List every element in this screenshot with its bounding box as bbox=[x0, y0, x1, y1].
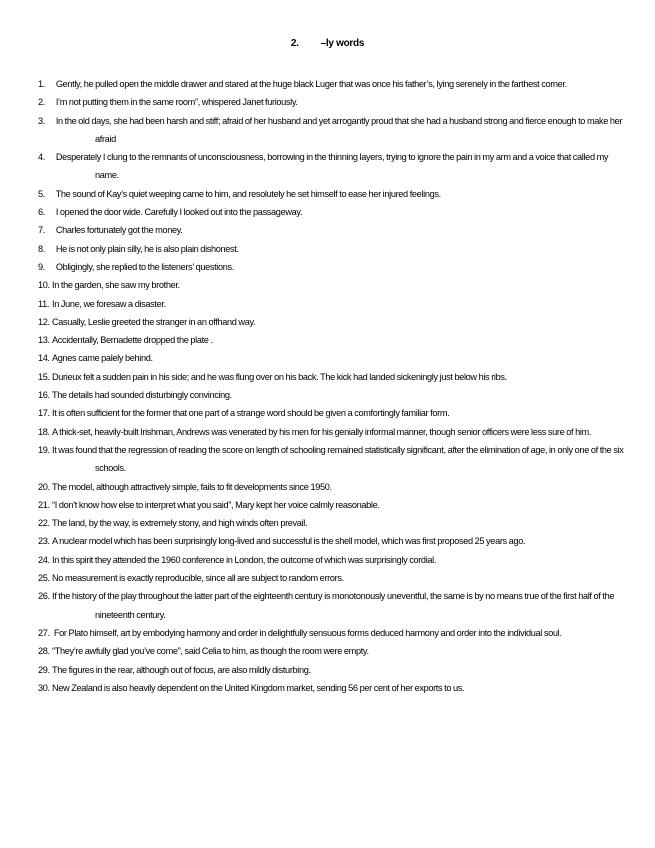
item-number: 2. bbox=[38, 97, 45, 108]
list-item bbox=[38, 423, 630, 441]
item-text: For Plato himself, art by embodying harmony and order in delightfully sensuous forms deduced harmony and order into the individual soul. bbox=[53, 627, 562, 638]
item-number: 5. bbox=[38, 188, 45, 199]
item-text: The model, although attractively simple, fails to fit developments since 1950. bbox=[52, 481, 332, 492]
item-text: In the garden, she saw my brother. bbox=[52, 280, 180, 291]
item-text: No measurement is exactly reproducible, since all are subject to random errors. bbox=[52, 573, 344, 584]
item-number: 17. bbox=[38, 408, 50, 419]
item-text: Casually, Leslie greeted the stranger in an offhand way. bbox=[52, 316, 256, 327]
item-text: Durieux felt a sudden pain in his side; and he was flung over on his back. The kick had landed sickeningly just below his ribs. bbox=[52, 371, 507, 382]
item-text: The figures in the rear, although out of focus, are also mildly disturbing. bbox=[52, 664, 311, 675]
list-item bbox=[38, 276, 630, 294]
item-text: If the history of the play throughout the latter part of the eighteenth century is monotonously uneventful, the same is by no means true of the first half of the nineteenth century. bbox=[52, 591, 615, 620]
list-item bbox=[38, 203, 630, 221]
item-text: The details had sounded disturbingly convincing. bbox=[52, 390, 232, 401]
item-text: In the old days, she had been harsh and stiff; afraid of her husband and yet arrogantly proud that she had a husband strong and fierce enough to make her afraid bbox=[55, 115, 623, 144]
item-number: 16. bbox=[38, 390, 50, 401]
list-item bbox=[38, 404, 630, 422]
list-item bbox=[38, 679, 630, 697]
list-item bbox=[38, 642, 630, 660]
item-number: 13. bbox=[38, 335, 50, 346]
item-text: “I don’t know how else to interpret what you said”, Mary kept her voice calmly reasonable. bbox=[52, 499, 380, 510]
item-text: He is not only plain silly, he is also plain dishonest. bbox=[55, 243, 239, 254]
item-number: 29. bbox=[38, 664, 50, 675]
item-number: 9. bbox=[38, 261, 45, 272]
item-text: Obligingly, she replied to the listeners’ questions. bbox=[55, 261, 234, 272]
item-number: 18. bbox=[38, 426, 50, 437]
item-number: 22. bbox=[38, 518, 50, 529]
list-item bbox=[38, 496, 630, 514]
item-number: 21. bbox=[38, 499, 50, 510]
sentence-list bbox=[38, 75, 630, 697]
list-item bbox=[38, 93, 630, 111]
list-item bbox=[38, 185, 630, 203]
item-text: The sound of Kay’s quiet weeping came to him, and resolutely he set himself to ease her injured feelings. bbox=[55, 188, 441, 199]
item-text: A nuclear model which has been surprisingly long-lived and successful is the shell model, which was first proposed 25 years ago. bbox=[52, 536, 526, 547]
list-item bbox=[38, 587, 630, 624]
item-text: A thick-set, heavily-built Irishman, Andrews was venerated by his men for his genially informal manner, though senior officers were less sure of him. bbox=[52, 426, 592, 437]
list-item bbox=[38, 624, 630, 642]
item-number: 1. bbox=[38, 79, 45, 89]
list-item bbox=[38, 478, 630, 496]
list-item bbox=[38, 569, 630, 587]
item-number: 26. bbox=[38, 591, 50, 602]
list-item bbox=[38, 258, 630, 276]
item-text: It was found that the regression of reading the score on length of schooling remained statistically significant, after the elimination of age, in only one of the six schools. bbox=[52, 444, 624, 474]
item-text: Agnes came palely behind. bbox=[52, 353, 153, 364]
item-number: 24. bbox=[38, 554, 50, 565]
item-text: In June, we foresaw a disaster. bbox=[52, 298, 166, 309]
item-text: In this spirit they attended the 1960 conference in London, the outcome of which was surprisingly cordial. bbox=[52, 554, 437, 565]
item-text: Charles fortunately got the money. bbox=[55, 225, 183, 236]
list-item bbox=[38, 75, 630, 93]
list-item bbox=[38, 368, 630, 386]
list-item bbox=[38, 514, 630, 532]
list-item bbox=[38, 331, 630, 349]
list-item bbox=[38, 441, 630, 478]
list-item bbox=[38, 295, 630, 313]
list-item bbox=[38, 221, 630, 239]
item-number: 27. bbox=[38, 627, 50, 638]
item-text: New Zealand is also heavily dependent on the United Kingdom market, sending 56 per cent of her exports to us. bbox=[52, 682, 465, 693]
item-number: 14. bbox=[38, 353, 50, 364]
list-item bbox=[38, 112, 630, 149]
list-item bbox=[38, 240, 630, 258]
heading-title: –ly words bbox=[320, 38, 365, 49]
list-item bbox=[38, 551, 630, 569]
item-number: 11. bbox=[38, 298, 50, 309]
item-number: 7. bbox=[38, 225, 45, 236]
item-text: Accidentally, Bernadette dropped the plate . bbox=[52, 335, 213, 346]
list-item bbox=[38, 532, 630, 550]
item-number: 6. bbox=[38, 207, 45, 218]
item-text: I opened the door wide. Carefully I looked out into the passageway. bbox=[55, 207, 303, 218]
item-number: 23. bbox=[38, 536, 50, 547]
item-number: 30. bbox=[38, 682, 50, 693]
item-text: I’m not putting them in the same room”, whispered Janet furiously. bbox=[55, 97, 298, 108]
list-item bbox=[38, 313, 630, 331]
item-number: 8. bbox=[38, 243, 45, 254]
item-number: 19. bbox=[38, 444, 50, 455]
item-number: 10. bbox=[38, 280, 50, 291]
item-number: 3. bbox=[38, 115, 45, 126]
item-number: 15. bbox=[38, 371, 50, 382]
item-number: 20. bbox=[38, 481, 50, 492]
item-number: 28. bbox=[38, 646, 50, 657]
list-item bbox=[38, 661, 630, 679]
item-text: It is often sufficient for the former that one part of a strange word should be given a comfortingly familiar form. bbox=[52, 408, 450, 419]
heading-number: 2. bbox=[290, 38, 299, 49]
item-number: 12. bbox=[38, 316, 50, 327]
list-item bbox=[38, 148, 630, 185]
list-item bbox=[38, 386, 630, 404]
item-text: The land, by the way, is extremely stony, and high winds often prevail. bbox=[52, 518, 308, 529]
item-number: 25. bbox=[38, 573, 50, 584]
page-heading bbox=[0, 38, 655, 49]
item-text: “They’re awfully glad you’ve come”, said Celia to him, as though the room were empty. bbox=[52, 646, 369, 657]
item-number: 4. bbox=[38, 152, 45, 163]
item-text: Gently, he pulled open the middle drawer and stared at the huge black Luger that was once his father’s, lying serenely in the farthest corner. bbox=[55, 79, 567, 89]
item-text: Desperately I clung to the remnants of unconsciousness, borrowing in the thinning layers, trying to ignore the pain in my arm and a voice that called my name. bbox=[55, 152, 609, 181]
list-item bbox=[38, 349, 630, 367]
